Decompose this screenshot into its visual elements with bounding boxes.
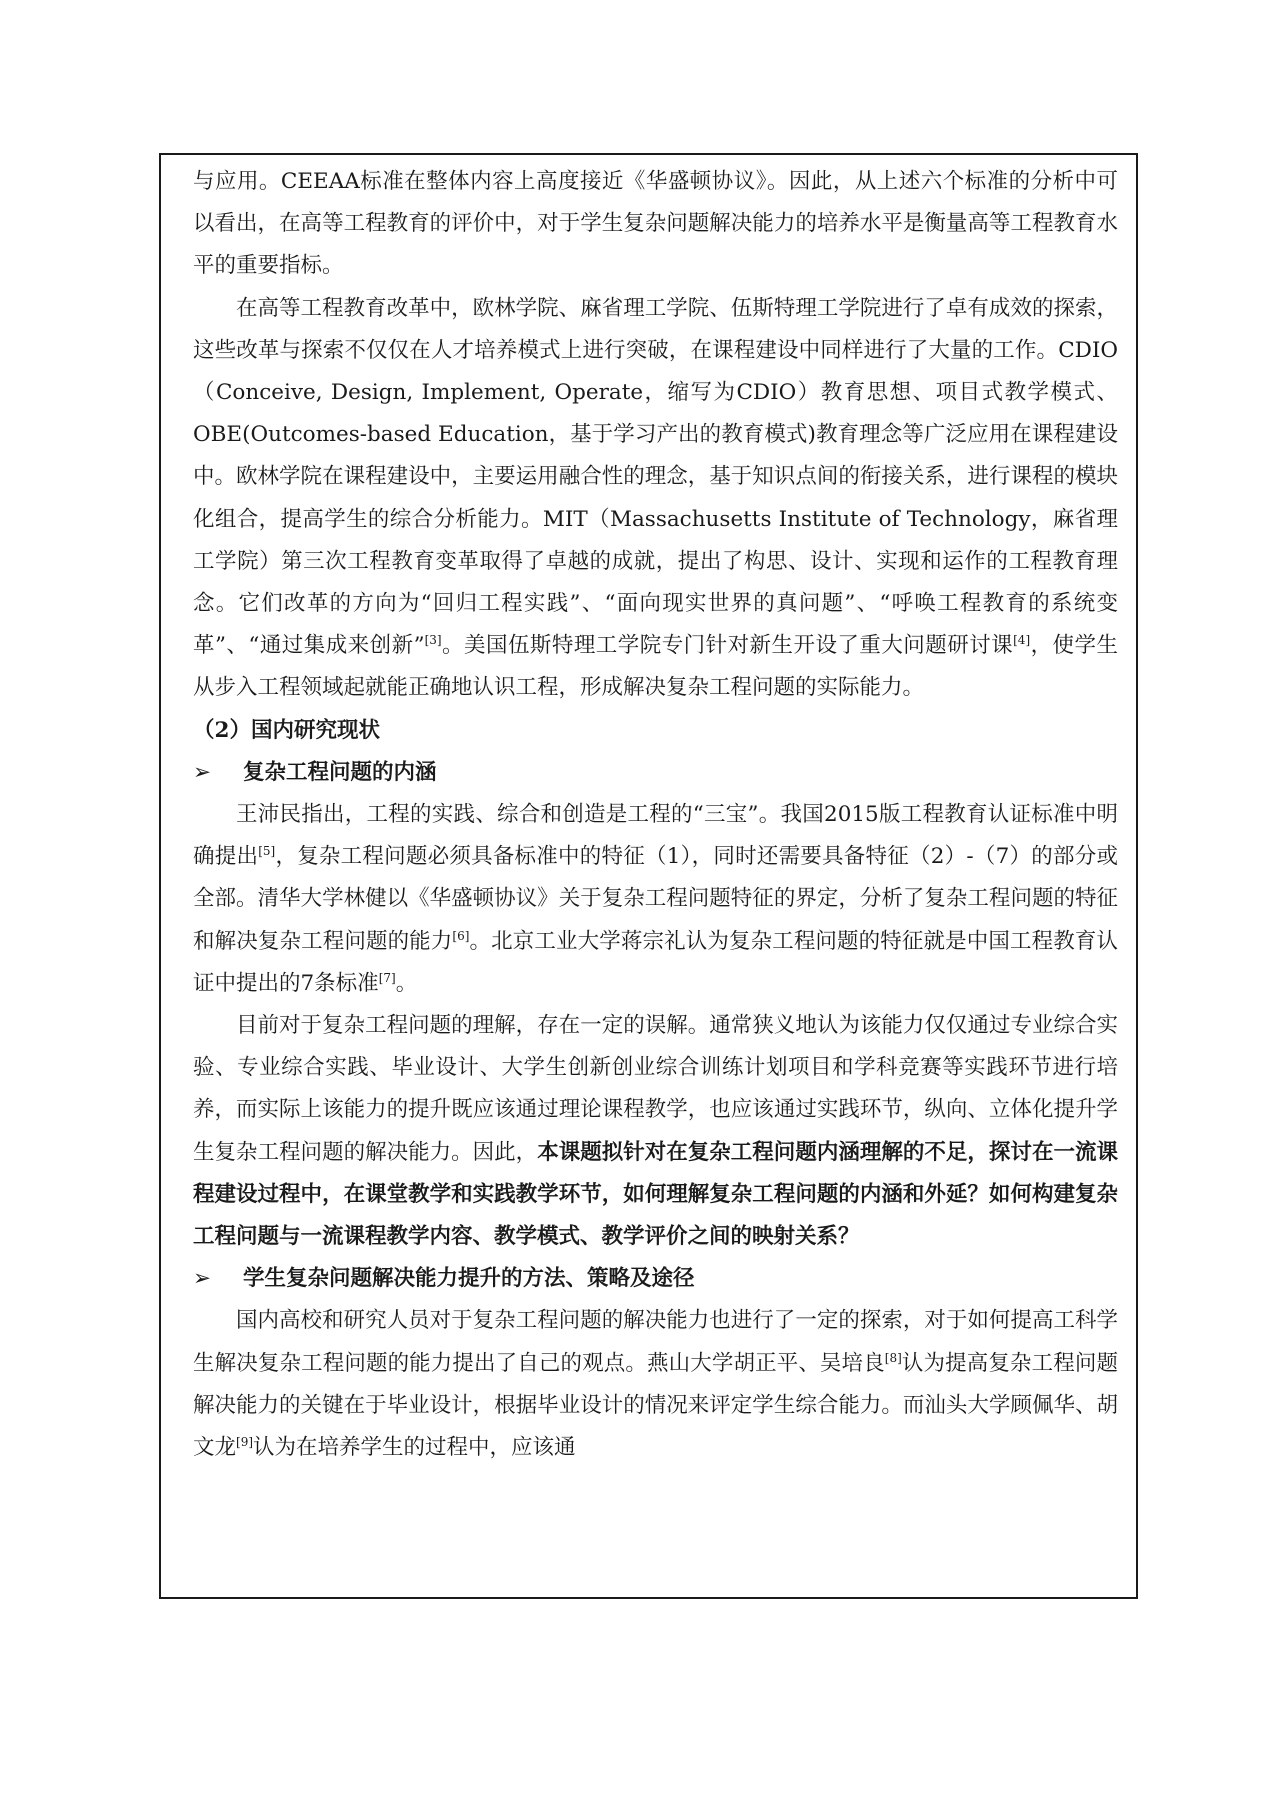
document-frame: [159, 153, 1138, 1599]
citation-ref: [5]: [258, 844, 276, 859]
paragraph-misunderstanding: 目前对于复杂工程问题的理解，存在一定的误解。通常狭义地认为该能力仅仅通过专业综合实验、专业综合实践、毕业设计、大学生创新创业综合训练计划项目和学科竞赛等实践环节进行培养，而实际上该能力的提升既应该通过理论课程教学，也应该通过实践环节，纵向、立体化提升学生复杂工程问题的解决能力。因此，本课题拟针对在复杂工程问题内涵理解的不足，探讨在一流课程建设过程中，在课堂教学和实践教学环节，如何理解复杂工程问题的内涵和外延？如何构建复杂工程问题与一流课程教学内容、教学模式、教学评价之间的映射关系？: [193, 1013, 1118, 1250]
arrow-bullet-icon: ➢: [193, 759, 212, 785]
bullet-heading-connotation: ➢ 复杂工程问题的内涵: [193, 752, 1118, 794]
citation-ref: [7]: [378, 970, 396, 985]
bullet-heading-methods: ➢ 学生复杂问题解决能力提升的方法、策略及途径: [193, 1258, 1118, 1300]
paragraph-domestic-exploration: 国内高校和研究人员对于复杂工程问题的解决能力也进行了一定的探索，对于如何提高工科学生解决复杂工程问题的能力提出了自己的观点。燕山大学胡正平、吴培良[8]认为提高复杂工程问题解决能力的关键在于毕业设计，根据毕业设计的情况来评定学生综合能力。而汕头大学顾佩华、胡文龙[9]认为在培养学生的过程中，应该通: [193, 1308, 1118, 1461]
paragraph-washington-accord: 与应用。CEEAA标准在整体内容上高度接近《华盛顿协议》。因此，从上述六个标准的分析中可以看出，在高等工程教育的评价中，对于学生复杂问题解决能力的培养水平是衡量高等工程教育水平的重要指标。: [193, 169, 1118, 279]
citation-ref: [3]: [424, 633, 442, 648]
document-body: [193, 161, 1118, 1469]
citation-ref: [6]: [452, 928, 470, 943]
citation-ref: [4]: [1013, 633, 1031, 648]
citation-ref: [9]: [236, 1435, 254, 1450]
paragraph-reform-practice: 在高等工程教育改革中，欧林学院、麻省理工学院、伍斯特理工学院进行了卓有成效的探索，这些改革与探索不仅仅在人才培养模式上进行突破，在课程建设中同样进行了大量的工作。CDIO（Conceive, Design, Implement, Operate，缩写为CDIO）教育思想、项目式教学模式、OBE(Outcomes-based Education，基于学习产出的教育模式)教育理念等广泛应用在课程建设中。欧林学院在课程建设中，主要运用融合性的理念，基于知识点间的衔接关系，进行课程的模块化组合，提高学生的综合分析能力。MIT（Massachusetts Institute of Technology，麻省理工学院）第三次工程教育变革取得了卓越的成就，提出了构思、设计、实现和运作的工程教育理念。它们改革的方向为“回归工程实践”、“面向现实世界的真问题”、“呼唤工程教育的系统变革”、“通过集成来创新”[3]。美国伍斯特理工学院专门针对新生开设了重大问题研讨课[4]，使学生从步入工程领域起就能正确地认识工程，形成解决复杂工程问题的实际能力。: [193, 295, 1118, 701]
arrow-bullet-icon: ➢: [193, 1266, 212, 1292]
section-heading-domestic-status: （2）国内研究现状: [193, 717, 380, 743]
citation-ref: [8]: [884, 1350, 902, 1365]
bold-research-question: 本课题拟针对在复杂工程问题内涵理解的不足，探讨在一流课程建设过程中，在课堂教学和实践教学环节，如何理解复杂工程问题的内涵和外延？如何构建复杂工程问题与一流课程教学内容、教学模式、教学评价之间的映射关系？: [193, 1139, 1118, 1250]
paragraph-connotation: 王沛民指出，工程的实践、综合和创造是工程的“三宝”。我国2015版工程教育认证标准中明确提出[5]，复杂工程问题必须具备标准中的特征（1），同时还需要具备特征（2）-（7）的部分或全部。清华大学林健以《华盛顿协议》关于复杂工程问题特征的界定，分析了复杂工程问题的特征和解决复杂工程问题的能力[6]。北京工业大学蒋宗礼认为复杂工程问题的特征就是中国工程教育认证中提出的7条标准[7]。: [193, 802, 1118, 996]
